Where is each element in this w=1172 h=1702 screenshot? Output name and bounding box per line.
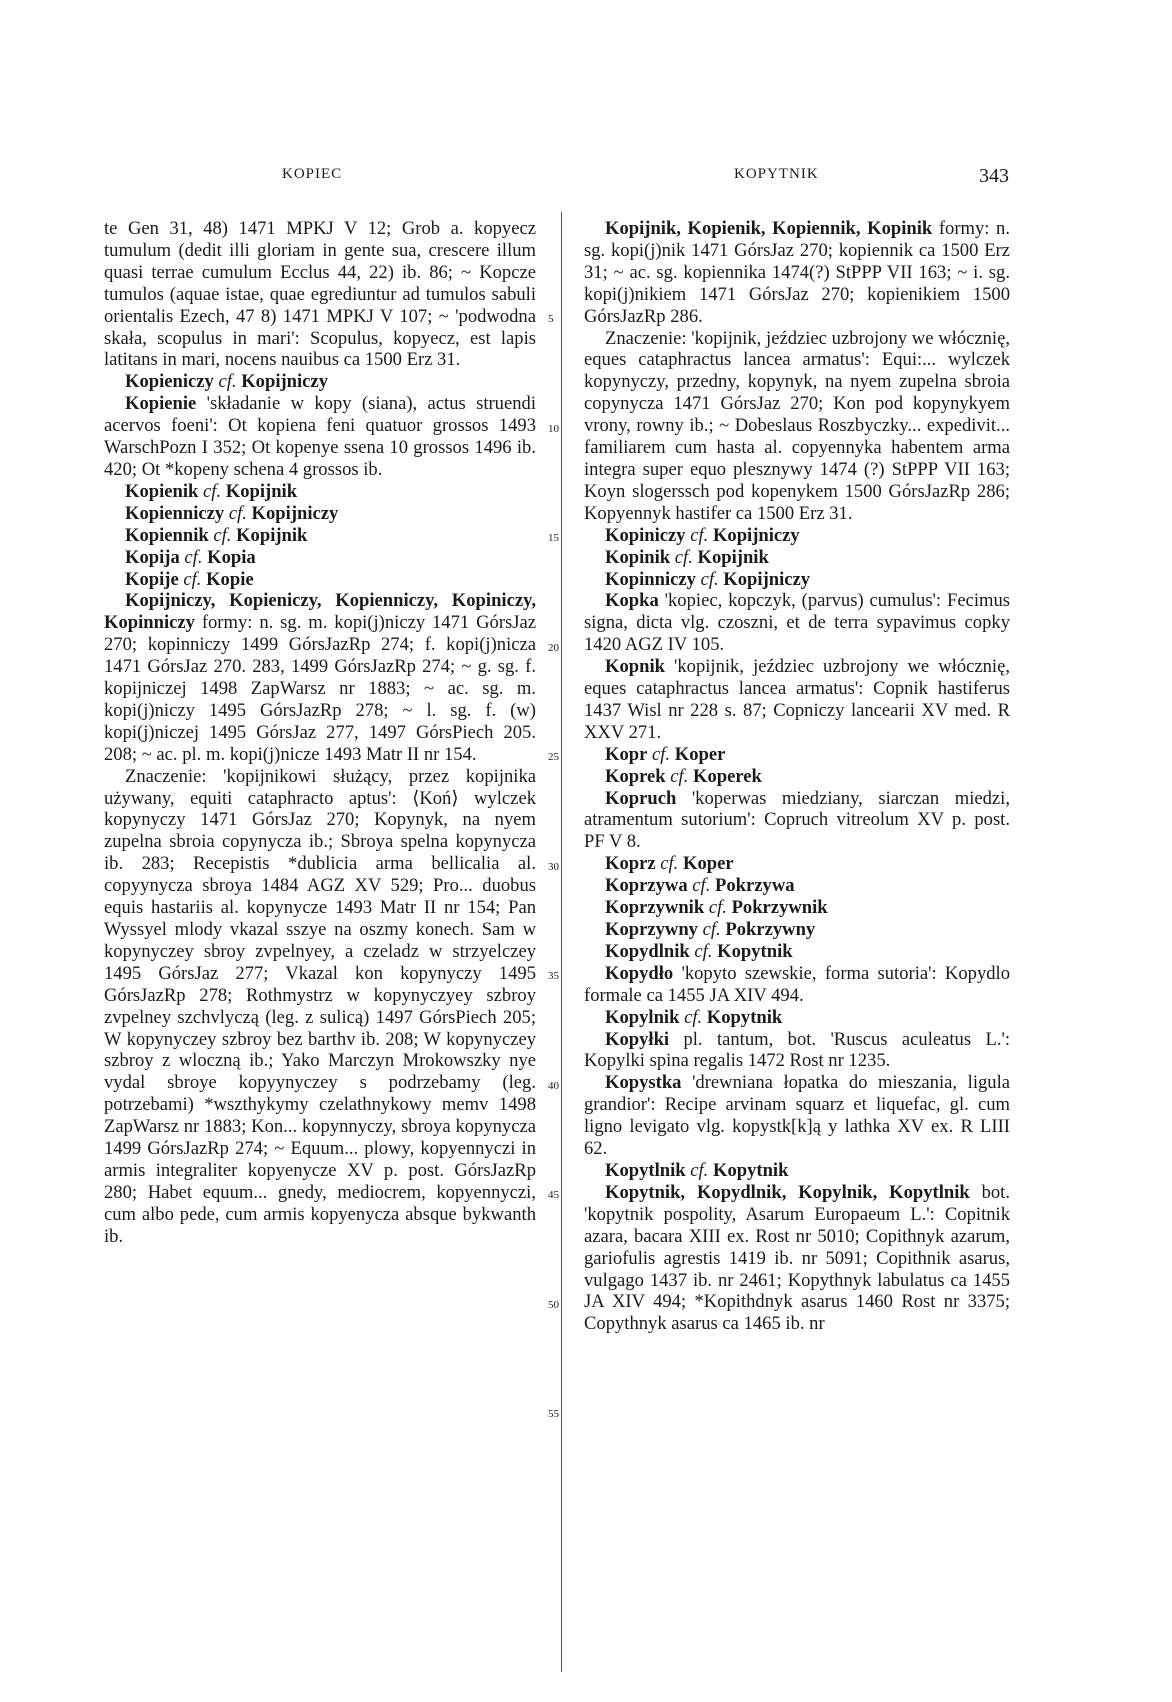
dictionary-entry: Kopnik 'kopijnik, jeździec uzbrojony we włócznię, eques cataphractus lancea armatus': Copnik hastiferus 1437 Wisl nr 228 s. 87; Copniczy lancearii XV med. R XXV 271. [584,656,1010,743]
running-head-right: KOPYTNIK [734,166,819,182]
dictionary-entry: Kopienie 'składanie w kopy (siana), actus struendi acervos foeni': Ot kopiena feni quatuor grossos 1493 WarschPozn I 352; Ot kopenye ssena 10 grossos 1496 ib. 420; Ot *kopeny schena 4 grossos ib. [104,393,536,480]
dictionary-entry: Koprzywa cf. Pokrzywa [605,875,795,897]
page-number: 343 [979,165,1009,187]
right-column [584,218,1010,1335]
dictionary-entry: Kopyłki pl. tantum, bot. 'Ruscus aculeatus L.': Kopylki spina regalis 1472 Rost nr 1235. [584,1028,1010,1072]
line-number: 20 [548,642,559,654]
dictionary-entry: Znaczenie: 'kopijnikowi służący, przez kopijnika używany, equiti cataphracto aptus': ⟨Koń⟩ wylczek kopynyczy 1471 GórsJaz 270; Kopynyk, na nyem zupelna sbroia copynycza ib.; Sbroya spelna kopynycza ib. 283; Recepistis *dublicia arma bellicalia al. copyynycza sbroya 1484 AGZ XV 529; Pro... duobus equis hastariis al. kopynycze 1493 Matr II nr 154; Pan Wyssyel mlody vkazal sszye na oszmy konech. Sam w kopynyczey sbroy zvpelnyey, a czeladz w strzyelczey 1495 GórsJaz 277; Vkazal kon kopynyczy 1495 GórsJazRp 278; Rothmystrz w kopynyczyey szbroy zvpelney szchvlyczą (leg. z sulicą) 1497 GórsPiech 205; W kopynyczey szbroy bez barthv ib. 208; W kopynyczey szbroy z wloczną ib.; Yako Marczyn Mrokowszky nye vydal sbroye kopyynyczey s podrzebamy (leg. potrzebami) *wszthykymy czelathnykowy memv 1498 ZapWarsz nr 1883; Kon... kopynnyczy, sbroya kopynycza 1499 GórsJazRp 274; ~ Equum... plowy, kopyennyczi in armis integraliter kopyenycze XV p. post. GórsJazRp 280; Habet equum... gnedy, mediocrem, kopyennyczi, cum albo pede, cum armis kopyenycza absque bykwanth ib. [104,765,536,1247]
dictionary-entry: Kopinniczy cf. Kopijniczy [605,568,811,590]
dictionary-entry: Kopylnik cf. Kopytnik [605,1006,783,1028]
dictionary-entry: Kopije cf. Kopie [125,568,254,590]
column-divider [561,212,562,1672]
dictionary-entry: Kopiniczy cf. Kopijniczy [605,524,800,546]
dictionary-entry: Koprek cf. Koperek [605,765,762,787]
dictionary-entry: Kopinik cf. Kopijnik [605,546,769,568]
line-number: 45 [548,1189,559,1201]
dictionary-entry: Kopydlnik cf. Kopytnik [605,940,793,962]
dictionary-entry: Koprzywnik cf. Pokrzywnik [605,897,828,919]
dictionary-entry: Koprzywny cf. Pokrzywny [605,919,816,940]
line-number: 55 [548,1408,559,1420]
line-number: 35 [548,970,559,982]
line-number: 25 [548,751,559,763]
dictionary-entry: Kopija cf. Kopia [125,546,256,568]
line-number: 40 [548,1080,559,1092]
dictionary-entry: Kopytlnik cf. Kopytnik [605,1159,789,1181]
dictionary-entry: Kopiennik cf. Kopijnik [125,524,308,546]
line-number: 5 [548,313,554,325]
line-number: 30 [548,861,559,873]
dictionary-entry: Kopytnik, Kopydlnik, Kopylnik, Kopytlnik bot. 'kopytnik pospolity, Asarum Europaeum L.': Copitnik azara, bacara XIII ex. Rost nr 5010; Copithnyk azarum, gariofulis agrestis 1419 ib. nr 5091; Copithnik asarus, vulgago 1437 ib. nr 2461; Kopythnyk labulatus ca 1455 JA XIV 494; *Kopithdnyk asarus 1460 Rost nr 3375; Copythnyk asarus ca 1465 ib. nr [584,1181,1010,1335]
dictionary-entry: Kopystka 'drewniana łopatka do mieszania, ligula grandior': Recipe arvinam squarz et liquefac, gl. cum ligno levigato vlg. kopystk[k]ą y lathka XV ex. R LIII 62. [584,1072,1010,1160]
line-number: 10 [548,423,559,435]
line-number: 50 [548,1299,559,1311]
dictionary-entry: Kopydło 'kopyto szewskie, forma sutoria': Kopydlo formale ca 1455 JA XIV 494. [584,962,1010,1006]
dictionary-entry: Kopieniczy cf. Kopijniczy [125,371,328,393]
running-head-left: KOPIEC [282,166,343,182]
dictionary-entry: Kopienniczy cf. Kopijniczy [125,502,339,524]
line-number: 15 [548,532,559,544]
dictionary-entry: Kopijnik, Kopienik, Kopiennik, Kopinik formy: n. sg. kopi(j)nik 1471 GórsJaz 270; kopiennik ca 1500 Erz 31; ~ ac. sg. kopiennika 1474(?) StPPP VII 163; ~ i. sg. kopi(j)nikiem 1471 GórsJaz 270; kopienikiem 1500 GórsJazRp 286. [584,218,1010,327]
dictionary-entry: Kopienik cf. Kopijnik [125,480,298,502]
dictionary-entry: Koprz cf. Koper [605,853,734,875]
dictionary-entry: Kopijniczy, Kopieniczy, Kopienniczy, Kopiniczy, Kopinniczy formy: n. sg. m. kopi(j)niczy 1471 GórsJaz 270; kopinniczy 1499 GórsJazRp 274; f. kopi(j)nicza 1471 GórsJaz 270. 283, 1499 GórsJazRp 274; ~ g. sg. f. kopijniczej 1498 ZapWarsz nr 1883; ~ ac. sg. m. kopi(j)niczy 1495 GórsJazRp 278; ~ l. sg. f. (w) kopi(j)niczej 1495 GórsJaz 277, 1497 GórsPiech 205. 208; ~ ac. pl. m. kopi(j)nicze 1493 Matr II nr 154. [104,590,536,765]
left-column [104,218,536,1248]
dictionary-entry: Znaczenie: 'kopijnik, jeździec uzbrojony we włócznię, eques cataphractus lancea armatus': Equi:... wylczek kopynyczy, przedny, kopynyk, na nyem zupelna sbroia copynycza 1471 GórsJaz 270; Kon pod kopynykyem vrony, rowny ib.; ~ Dobeslaus Roszbyczky... expedivit... familiarem cum hasta al. copyennyka habentem arma integra super equo plesznywy 1474 (?) StPPP VII 163; Koyn slogerssch pod kopenykem 1500 GórsJazRp 286; Kopyennyk hastifer ca 1500 Erz 31. [584,327,1010,524]
dictionary-entry: te Gen 31, 48) 1471 MPKJ V 12; Grob a. kopyecz tumulum (dedit illi gloriam in gente sua, crescere illum quasi terrae cumulum Ecclus 44, 22) ib. 86; ~ Kopcze tumulos (aquae istae, quae egrediuntur ad tumulos sabuli orientalis Ezech, 47 8) 1471 MPKJ V 107; ~ 'podwodna skała, scopulus in mari': Scopulus, kopyecz, est lapis latitans in mari, nocens nauibus ca 1500 Erz 31. [104,218,536,371]
dictionary-entry: Kopr cf. Koper [605,743,726,765]
dictionary-entry: Kopruch 'koperwas miedziany, siarczan miedzi, atramentum sutorium': Copruch vitreolum XV p. post. PF V 8. [584,787,1010,853]
dictionary-entry: Kopka 'kopiec, kopczyk, (parvus) cumulus': Fecimus signa, dicta vlg. czoszni, et de terra sypavimus copky 1420 AGZ IV 105. [584,590,1010,656]
